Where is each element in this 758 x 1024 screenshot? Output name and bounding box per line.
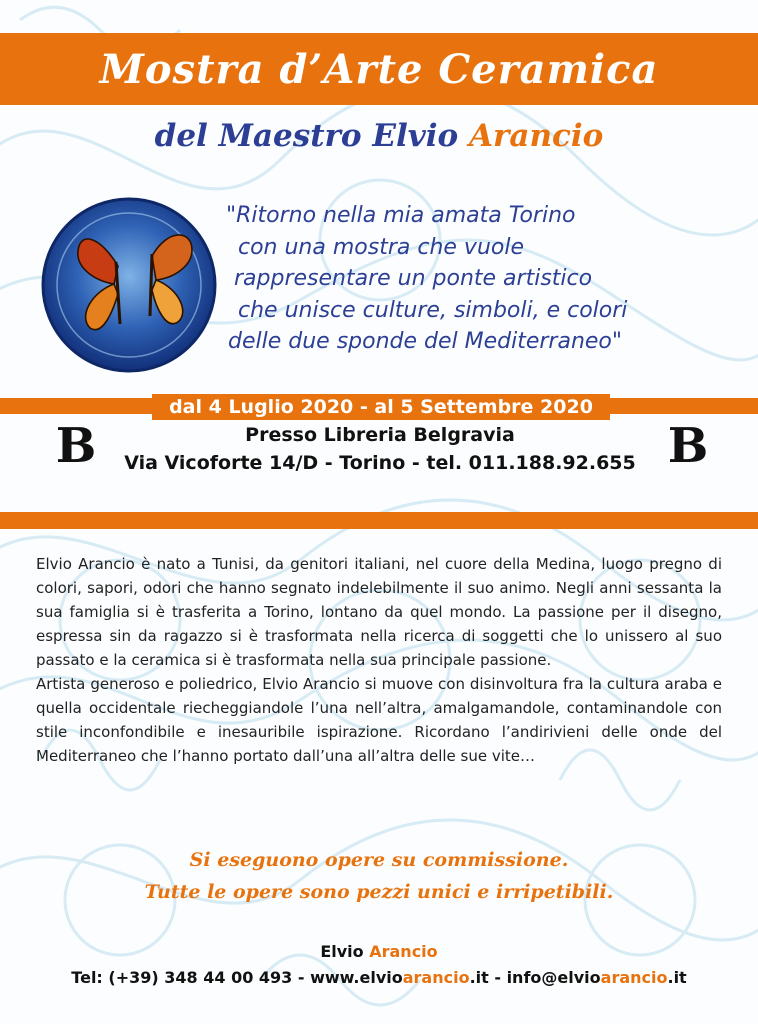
footer-contact-line: [0, 964, 758, 992]
venue-address: Via Vicoforte 14/D - Torino - tel. 011.188.92.655: [124, 452, 636, 474]
email-suffix: .it: [667, 968, 687, 987]
footer-name-accent: Arancio: [369, 942, 438, 961]
email-prefix: info@elvio: [506, 968, 601, 987]
footer-email-link[interactable]: [507, 968, 687, 987]
footer-contacts: [0, 940, 758, 992]
footer-website-link[interactable]: [310, 968, 489, 987]
date-bar-right: [610, 398, 758, 414]
exhibition-dates: dal 4 Luglio 2020 - al 5 Settembre 2020: [152, 394, 610, 420]
venue-info: [100, 422, 660, 478]
email-accent: arancio: [600, 968, 668, 987]
commission-line-1: Si eseguono opere su commissione.: [189, 849, 569, 871]
venue-name: Presso Libreria Belgravia: [245, 424, 515, 446]
footer-separator: -: [292, 968, 311, 987]
subtitle-accent: Arancio: [469, 118, 604, 154]
quote-line: che unisce culture, simboli, e colori: [238, 297, 628, 323]
bio-paragraph: Artista generoso e poliedrico, Elvio Arancio si muove con disinvoltura fra la cultura araba e quella occidentale riecheggiandole l’una nell’altra, amalgamandole, contaminandole con stile inconfondibile e inesauribile ispirazione. Ricordano l’andirivieni delle onde del Mediterraneo che l’hanno portato dall’una all’altra delle sue vite…: [36, 675, 722, 765]
section-divider: [0, 512, 758, 529]
belgravia-logo-icon: B: [55, 418, 97, 474]
quote-line: "Ritorno nella mia amata Torino: [226, 203, 576, 228]
footer-artist-name: [0, 940, 758, 964]
quote-line: rappresentare un ponte artistico: [234, 266, 593, 291]
footer-name-prefix: Elvio: [320, 942, 364, 961]
website-accent: arancio: [402, 968, 470, 987]
subtitle-prefix: del Maestro Elvio: [154, 118, 459, 154]
quote-line: con una mostra che vuole: [238, 234, 524, 260]
footer-separator: -: [488, 968, 507, 987]
bio-paragraph: Elvio Arancio è nato a Tunisi, da genitori italiani, nel cuore della Medina, luogo pregno di colori, sapori, odori che hanno segnato indelebilmente il suo animo. Negli anni sessanta la sua famiglia si è trasferita a Torino, lontano da quel mondo. La passione per il disegno, espressa sin da ragazzo si è trasformata nella ricerca di soggetti che lo unissero al suo passato e la ceramica si è trasformata nella sua principale passione.: [36, 555, 722, 669]
exhibition-title: Mostra d’Arte Ceramica: [99, 45, 659, 93]
date-band: [0, 394, 758, 420]
butterfly-plate-icon: [40, 196, 218, 374]
artist-biography: [36, 552, 722, 768]
belgravia-logo-icon: B: [667, 418, 709, 474]
commission-note: [0, 844, 758, 908]
title-band: [0, 33, 758, 105]
subtitle: [0, 118, 758, 154]
website-prefix: www.elvio: [310, 968, 403, 987]
artist-quote: [226, 200, 726, 358]
website-suffix: .it: [469, 968, 489, 987]
footer-phone[interactable]: Tel: (+39) 348 44 00 493: [71, 968, 293, 987]
commission-line-2: Tutte le opere sono pezzi unici e irripetibili.: [144, 881, 614, 903]
quote-line: delle due sponde del Mediterraneo": [228, 329, 623, 354]
date-bar-left: [0, 398, 152, 414]
